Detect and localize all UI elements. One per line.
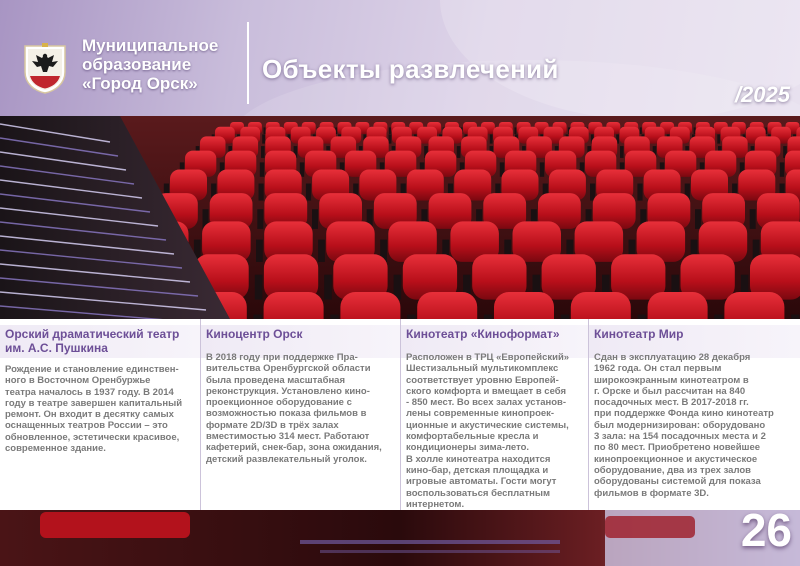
description-line: оборудованы системой для показа bbox=[594, 476, 761, 488]
description-line: проекционное оборудование с bbox=[206, 397, 352, 409]
organization-name bbox=[82, 36, 252, 93]
armrest-shape bbox=[318, 240, 325, 262]
description-line: был модернизирован: оборудовано bbox=[594, 419, 766, 431]
armrest-shape bbox=[389, 127, 391, 134]
venue-column-kinocenter-orsk bbox=[200, 319, 400, 510]
armrest-shape bbox=[457, 146, 461, 158]
description-line: ционные и акустические системы, bbox=[406, 419, 569, 431]
description-line: реконструкция. Установлено кино- bbox=[206, 385, 370, 397]
description-line: В холле кинотеатра находится bbox=[406, 453, 551, 465]
armrest-shape bbox=[389, 134, 392, 143]
description-line: интернетом. bbox=[406, 498, 465, 510]
armrest-shape bbox=[262, 134, 265, 143]
armrest-shape bbox=[256, 240, 263, 262]
page-title: Объекты развлечений bbox=[262, 54, 559, 84]
organization-name-line: Муниципальное bbox=[82, 36, 219, 55]
venue-title: Кинотеатр «Киноформат» bbox=[406, 327, 560, 341]
description-line: оборудование, два из трех залов bbox=[594, 464, 752, 476]
footer-photo-strip bbox=[0, 510, 800, 566]
seat-shape bbox=[724, 292, 784, 319]
description-line: детский развлекательный уголок. bbox=[206, 453, 367, 465]
description-line: при поддержке Фонда кино кинотеатр bbox=[594, 408, 774, 420]
armrest-shape bbox=[514, 127, 516, 134]
orsk-coat-of-arms-icon bbox=[22, 42, 68, 94]
description-line: лены современные кинопроек- bbox=[406, 408, 555, 420]
armrest-shape bbox=[717, 134, 720, 143]
armrest-shape bbox=[780, 162, 784, 176]
armrest-shape bbox=[259, 184, 264, 201]
cinema-seats-illustration bbox=[0, 116, 800, 319]
description-line: кондиционеры зима-лето. bbox=[406, 442, 530, 454]
description-line: г. Орске и был рассчитан на 840 bbox=[594, 385, 746, 397]
armrest-shape bbox=[257, 209, 263, 229]
description-line: была проведена масштабная bbox=[206, 374, 346, 386]
description-line: Сдан в эксплуатацию 28 декабря bbox=[594, 352, 751, 363]
description-line: - 850 мест. Во всех залах установ- bbox=[406, 397, 567, 409]
description-line: вительства Оренбургской области bbox=[206, 363, 371, 375]
seat-shape bbox=[494, 292, 554, 319]
description-line: игровые автоматы. Гости могут bbox=[406, 476, 557, 488]
year-label: /2025 bbox=[734, 82, 790, 107]
description-line: театра началось в 1937 году. В 2014 bbox=[5, 386, 174, 398]
seat-shape bbox=[264, 292, 324, 319]
venue-description bbox=[5, 364, 196, 454]
armrest-shape bbox=[590, 184, 595, 201]
venue-description bbox=[594, 352, 796, 499]
venue-column-drama-theatre bbox=[0, 319, 200, 510]
description-line: оснащенных театров России – это bbox=[5, 420, 168, 432]
description-line: широкоэкранным кинотеатром в bbox=[594, 374, 749, 386]
description-line: обновленное, эстетически красивое, bbox=[5, 431, 180, 443]
description-line: посадочных мест. В 2017-2018 гг. bbox=[594, 397, 749, 409]
description-line: ного в Восточном Оренбуржье bbox=[5, 375, 151, 387]
venue-description bbox=[406, 352, 584, 510]
description-line: ского комфорта и вмещает в себя bbox=[406, 385, 567, 397]
seat-shape bbox=[571, 292, 631, 319]
armrest-shape bbox=[261, 146, 265, 158]
description-line: 3 зала: на 154 посадочных места и 2 bbox=[594, 431, 766, 443]
organization-name-line: образование bbox=[82, 55, 192, 74]
venue-title: Кинотеатр Мир bbox=[594, 327, 684, 341]
description-line: современное здание. bbox=[5, 443, 106, 455]
armrest-shape bbox=[490, 134, 493, 143]
venue-title: Киноцентр Орск bbox=[206, 327, 303, 341]
page-number: 26 bbox=[740, 504, 792, 556]
armrest-shape bbox=[540, 162, 544, 176]
organization-name-line: «Город Орск» bbox=[82, 74, 198, 93]
description-line: В 2018 году при поддержке Пра- bbox=[206, 352, 358, 363]
description-line: вместимостью 314 мест. Работают bbox=[206, 431, 370, 443]
seat-shape bbox=[648, 292, 708, 319]
description-line: ремонт. Он входит в десятку самых bbox=[5, 409, 174, 421]
description-line: году в театре завершен капитальный bbox=[5, 397, 183, 409]
venue-column-kinoteatr-mir bbox=[588, 319, 800, 510]
armrest-shape bbox=[750, 209, 756, 229]
description-line: Шестизальный мультикомплекс bbox=[406, 363, 559, 375]
header-divider bbox=[247, 22, 249, 104]
description-line: кафетерий, снек-бар, зона ожидания, bbox=[206, 442, 382, 454]
description-line: формате 2D/3D в трёх залах bbox=[206, 419, 339, 431]
armrest-shape bbox=[695, 209, 701, 229]
description-line: комфортабельные кресла и bbox=[406, 431, 539, 443]
armrest-shape bbox=[255, 275, 263, 300]
armrest-shape bbox=[306, 184, 311, 201]
armrest-shape bbox=[312, 209, 318, 229]
venues-section bbox=[0, 319, 800, 510]
seat-shape bbox=[417, 292, 477, 319]
description-line: воспользоваться бесплатным bbox=[406, 487, 550, 499]
venue-column-kinoformat bbox=[400, 319, 588, 510]
description-line: по 80 мест. Приобретено новейшее bbox=[594, 442, 761, 454]
venue-description bbox=[206, 352, 396, 465]
description-line: соответствует уровню Европей- bbox=[406, 374, 559, 386]
venue-title: Орский драматический театр им. А.С. Пушкина bbox=[5, 327, 180, 355]
description-line: Рождение и становление единствен- bbox=[5, 364, 179, 375]
armrest-shape bbox=[260, 162, 264, 176]
page-header bbox=[0, 0, 800, 116]
armrest-shape bbox=[324, 275, 332, 300]
armrest-shape bbox=[620, 146, 624, 158]
description-line: кино-бар, детская площадка и bbox=[406, 464, 549, 476]
footer-hall-illustration bbox=[0, 510, 800, 566]
cinema-hall-photo bbox=[0, 116, 800, 319]
armrest-shape bbox=[637, 184, 642, 201]
description-line: Расположен в ТРЦ «Европейский» bbox=[406, 352, 570, 363]
description-line: 1962 года. Он стал первым bbox=[594, 363, 722, 375]
armrest-shape bbox=[264, 127, 266, 134]
description-line: кинопроекционное и акустическое bbox=[594, 453, 758, 465]
description-line: возможностью показа фильмов в bbox=[206, 408, 367, 420]
armrest-shape bbox=[640, 127, 642, 134]
seat-shape bbox=[340, 292, 400, 319]
description-line: фильмов в формате 3D. bbox=[594, 487, 709, 499]
